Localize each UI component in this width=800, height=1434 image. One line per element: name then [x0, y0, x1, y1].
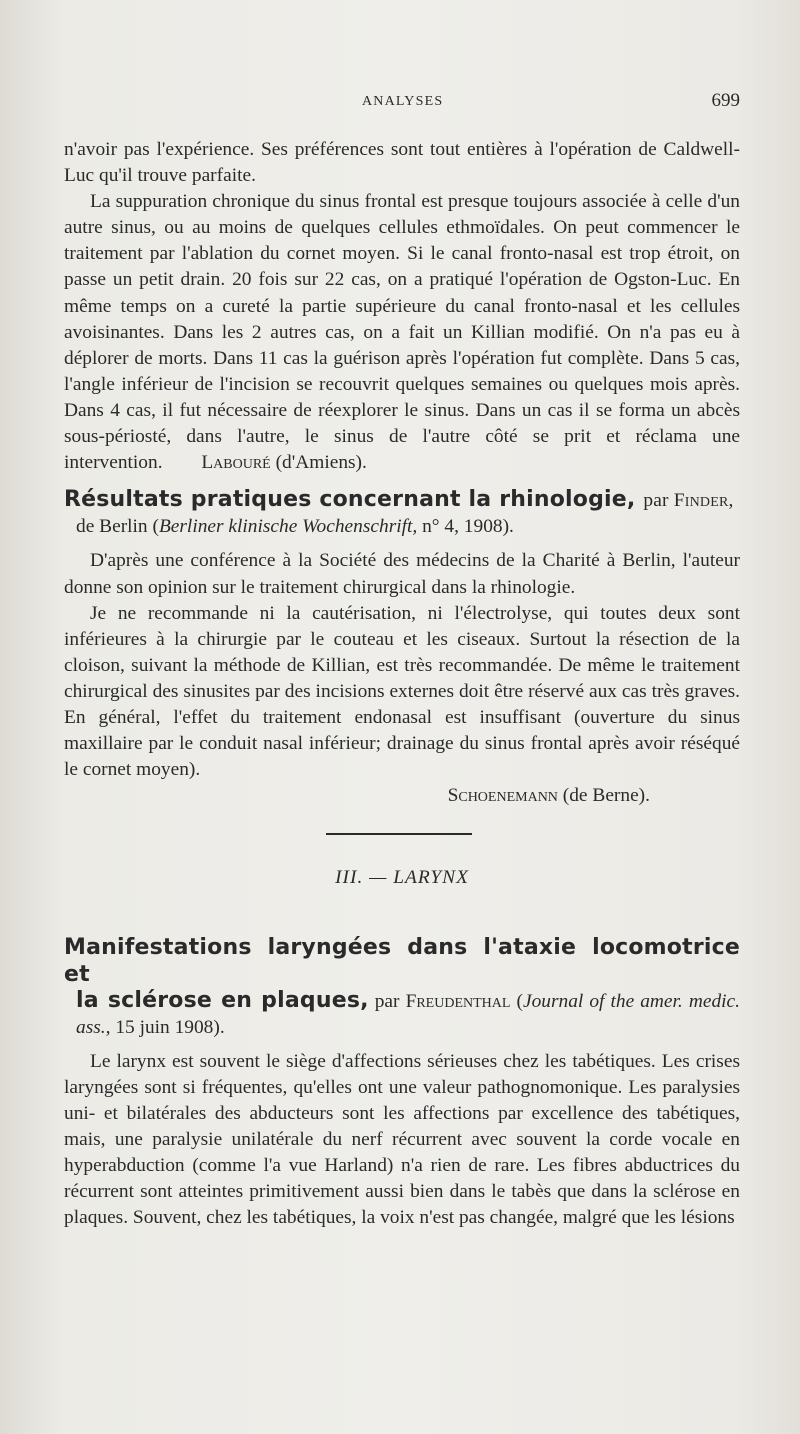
article2-journal: Berliner klinische Wochenschrift, [158, 516, 418, 538]
page-number: 699 [711, 90, 740, 111]
article3-journal: Journal of the amer. medic. ass., [76, 990, 740, 1038]
section-divider [326, 833, 472, 835]
article2-author-place: (de Berne). [562, 785, 650, 807]
article2-title: Résultats pratiques concernant la rhinologie, [64, 487, 636, 513]
article2-heading [64, 487, 740, 514]
article3-date: 15 juin 1908). [115, 1016, 225, 1038]
article2-paragraph-2: Je ne recommande ni la cautérisation, ni l'électrolyse, qui toutes deux sont inférieures à la chirurgie par le couteau et les ciseaux. Surtout la résection de la cloison, suivant la méthode de Killian, est très recommandée. De même le traitement chirurgical des sinusites par des incisions externes doit être réservé aux cas très graves. En général, l'effet du traitement endonasal est insuffisant (ouverture du sinus maxillaire par le conduit nasal inférieur; drainage du sinus frontal après avoir réséqué le cornet moyen). [64, 602, 740, 781]
article3-by: par [374, 990, 400, 1012]
article3-title-line2: la sclérose en plaques, [76, 987, 369, 1013]
page-body [64, 137, 740, 1231]
article1-author: Labouré [201, 452, 271, 474]
article3-heading-line2: la sclérose en plaques, par Freudenthal (Journal of the amer. medic. ass., 15 juin 1908). [76, 987, 740, 1038]
article1-author-place: (d'Amiens). [275, 452, 367, 474]
running-head: ANALYSES [362, 94, 444, 109]
article2-author-signature: Schoenemann [447, 785, 558, 807]
article3-heading-line1: Manifestations laryngées dans l'ataxie locomotrice et [64, 935, 740, 987]
article2-author: Finder, [673, 490, 734, 512]
section-spacer [64, 891, 740, 935]
article3-paragraph-1: Le larynx est souvent le siège d'affections sérieuses chez les tabétiques. Les crises laryngées sont si fréquentes, qu'elles ont une valeur pathognomonique. Les paralysies uni- et bilatérales des abducteurs sont les affections par excellence des tabétiques, mais, une paralysie unilatérale du nerf récurrent avec souvent la corde vocale en hyperabduction (comme l'a vue Harland) n'a rien de rare. Les fibres abductrices du récurrent sont atteintes primitivement aussi bien dans le tabès que dans la sclérose en plaques. Souvent, chez les tabétiques, la voix n'est pas changée, malgré que les lésions [64, 1050, 740, 1229]
article2-source: de Berlin (Berliner klinische Wochenschrift, n° 4, 1908). [76, 516, 514, 538]
page-header [64, 90, 740, 116]
article3-author: Freudenthal [405, 990, 511, 1012]
article2-issue: n° 4, 1908). [422, 516, 514, 538]
article1-paragraph-2-text: La suppuration chronique du sinus frontal est presque toujours associée à celle d'un autre sinus, ou au moins de quelques cellules ethmoïdales. On peut commencer le traitement par l'ablation du cornet moyen. Si le canal fronto-nasal est trop étroit, on passe un petit drain. 20 fois sur 22 cas, on a pratiqué l'opération de Ogston-Luc. En même temps on a cureté la partie supérieure du canal fronto-nasal et les cellules avoisinantes. Dans les 2 autres cas, on a fait un Killian modifié. On n'a pas eu à déplorer de morts. Dans 11 cas la guérison après l'opération fut complète. Dans 5 cas, l'angle inférieur de l'incision se recouvrit quelques semaines ou quelques mois après. Dans 4 cas, il fut nécessaire de réexplorer le sinus. Dans un cas il se forma un abcès sous-périosté, dans l'autre, le sinus de l'autre côté se prit et réclama une intervention. [64, 191, 740, 474]
article2-by: par [643, 490, 669, 512]
article1-paragraph-1: n'avoir pas l'expérience. Ses préférences sont tout entières à l'opération de Caldwell-Luc qu'il trouve parfaite. [64, 139, 740, 187]
article2-origin: de Berlin [76, 516, 148, 538]
article1-paragraph-2 [64, 189, 740, 476]
article2-signature [64, 783, 740, 809]
article2-paragraph-1: D'après une conférence à la Société des médecins de la Charité à Berlin, l'auteur donne son opinion sur le traitement chirurgical dans la rhinologie. [64, 550, 740, 598]
section-heading: III. — LARYNX [335, 867, 469, 889]
